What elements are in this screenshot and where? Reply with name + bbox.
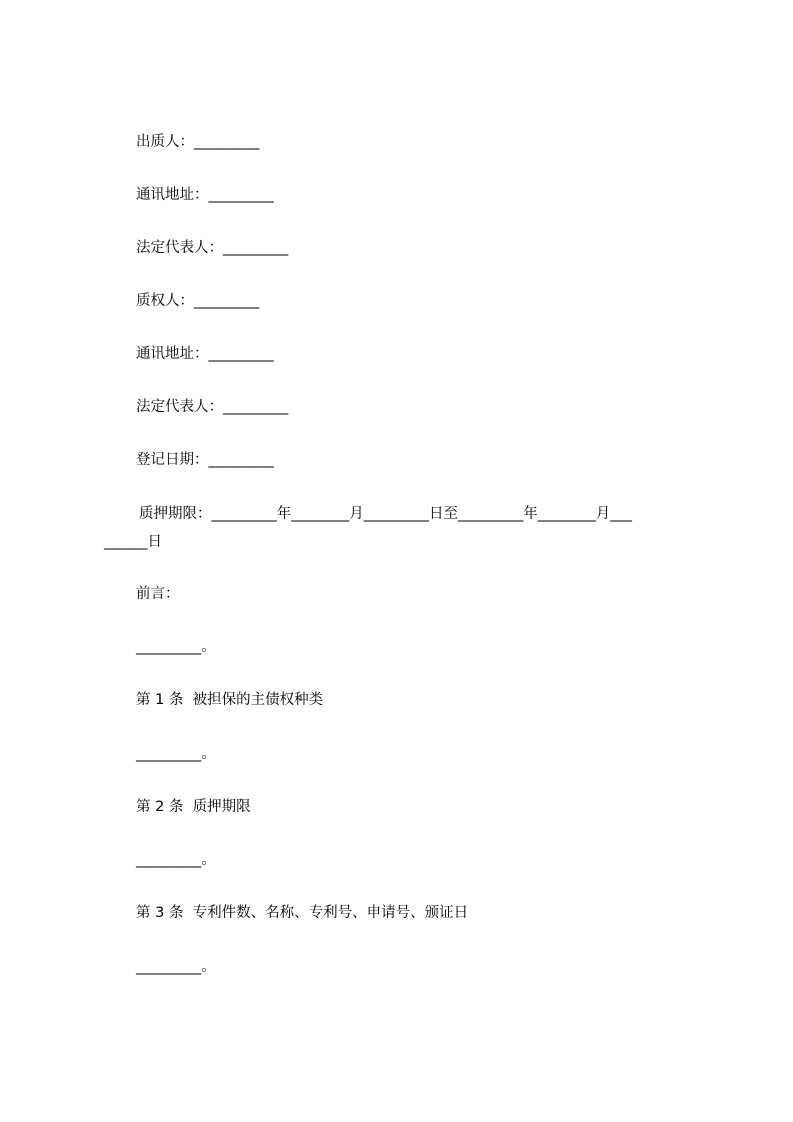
pledgee-address-line: 通讯地址：_________ <box>136 346 274 362</box>
pledgor-line: 出质人：_________ <box>136 134 260 150</box>
registration-date-line: 登记日期：_________ <box>136 452 274 468</box>
article-1-blank: _________。 <box>136 746 216 762</box>
preface-heading: 前言： <box>136 586 180 602</box>
pledgor-legal-representative-line: 法定代表人：_________ <box>136 240 289 256</box>
article-2-heading: 第 2 条 质押期限 <box>136 799 251 815</box>
pledge-term-line-continued: ______日 <box>104 534 162 550</box>
preface-blank: _________。 <box>136 639 216 655</box>
article-3-blank: _________。 <box>136 959 216 975</box>
article-3-heading: 第 3 条 专利件数、名称、专利号、申请号、颁证日 <box>136 905 469 921</box>
pledgor-address-line: 通讯地址：_________ <box>136 187 274 203</box>
article-2-blank: _________。 <box>136 852 216 868</box>
pledgee-line: 质权人：_________ <box>136 293 260 309</box>
article-1-heading: 第 1 条 被担保的主债权种类 <box>136 692 324 708</box>
pledgee-legal-representative-line: 法定代表人：_________ <box>136 399 289 415</box>
pledge-term-line: 质押期限：_________年________月_________日至_________年________月___ <box>139 506 632 522</box>
